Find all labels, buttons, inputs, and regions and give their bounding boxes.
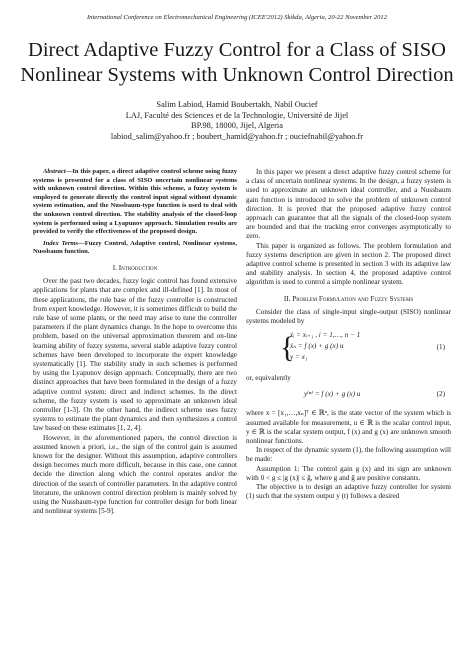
equation-line: ẋₙ = f (x) + g (x) u bbox=[290, 342, 344, 351]
paragraph: However, in the aforementioned papers, the control direction is assumed known a priori, i.e., the sign of the control gain is assumed known for the designer. Without this assumption, adaptive controllers design becomes much more difficult, because in this case, one cannot decide the direction along which the control operates and/or the direction of the search of controller parameters. In the adaptive control literature, the unknown control direction problem is mainly solved by using the Nussbaum-type function for controller design for both linear and nonlinear systems [5-9]. bbox=[33, 433, 237, 516]
abstract bbox=[33, 168, 237, 237]
equation-1 bbox=[246, 331, 451, 369]
author-affiliation: LAJ, Faculté des Sciences et de la Technologie, Université de Jijel bbox=[125, 110, 349, 120]
right-column bbox=[246, 168, 451, 501]
paper-title: Direct Adaptive Fuzzy Control for a Class of SISO Nonlinear Systems with Unknown Control Direction bbox=[20, 39, 454, 86]
paragraph: In this paper we present a direct adaptive fuzzy control scheme for a class of uncertain nonlinear systems. In the design, a fuzzy system is used to approximate an unknown ideal controller, and a Nussbaum gain function is introduced to solve the problem of unknown control direction. It is proved that the proposed adaptive fuzzy control approach can guarantee that all the signals of the closed-loop system are bounded and that the tracking error converges asymptotically to zero. bbox=[246, 168, 451, 241]
left-column bbox=[33, 168, 237, 516]
paragraph: Consider the class of single-input single-output (SISO) nonlinear systems modeled by bbox=[246, 307, 451, 326]
paragraph: Over the past two decades, fuzzy logic control has found extensive applications for plants that are complex and ill-defined [1]. In most of these applications, the rule base of the fuzzy controller is constructed from expert knowledge. However, it is sometimes difficult to build the rule base of some plants, or the need may arise to tune the controller parameters if the plant dynamics change. In the hope to overcome this problem, based on the universal approximation theorem and on-line learning ability of fuzzy systems, several stable adaptive fuzzy control schemes have been developed to incorporate the expert knowledge systematically [1]. The stability study in such schemes is performed by using the Lyapunov design approach. Conceptually, there are two distinct approaches that have been formulated in the design of a fuzzy adaptive control system: direct and indirect schemes. In the direct scheme, the fuzzy system is used to approximate an unknown ideal controller [1-3]. On the other hand, the indirect scheme uses fuzzy systems to estimate the plant dynamics and then synthesizes a control law based on these estimates [1, 2, 4]. bbox=[33, 277, 237, 433]
section-heading-introduction: I. Introduction bbox=[112, 263, 158, 272]
abstract-text: —In this paper, a direct adaptive control scheme using fuzzy systems is presented for a class of SISO uncertain nonlinear systems with unknown control direction. Within this scheme, a fuzzy system is employed to generate directly the control input signal without dynamic system estimation, and the Nussbaum-type function is used to deal with the unknown control direction. The stability analysis of the closed-loop system is performed using a Lyapunov approach. Simulation results are provided to verify the effectiveness of the proposed design. bbox=[33, 168, 237, 236]
paragraph: The objective is to design an adaptive fuzzy controller for system (1) such that the system output y (t) follows a desired bbox=[246, 483, 451, 501]
section-heading-problem-formulation: II. Problem Formulation and Fuzzy Systems bbox=[283, 294, 414, 303]
equation-line: ẋᵢ = xᵢ₊₁ , i = 1,…, n − 1 bbox=[290, 331, 361, 340]
conference-header: International Conference on Electromechanical Engineering (ICEE'2012) Skikda, Algeria, 20-22 November 2012 bbox=[86, 14, 387, 21]
paragraph: or, equivalently bbox=[246, 374, 291, 383]
equation-body bbox=[290, 331, 360, 364]
equation-body: y⁽ⁿ⁾ = f (x) + g (x) u bbox=[304, 390, 361, 399]
equation-line: y = x₁ bbox=[290, 353, 308, 362]
index-terms-text: —Fuzzy Control, Adaptive control, Nonlinear systems, Nussbaum function. bbox=[33, 239, 238, 256]
index-terms-label: Index Terms bbox=[43, 239, 79, 247]
index-terms bbox=[33, 240, 237, 257]
author-emails: labiod_salim@yahoo.fr ; boubert_hamid@yahoo.fr ; ouciefnabil@yahoo.fr bbox=[110, 131, 364, 141]
author-block bbox=[0, 100, 474, 142]
equation-brace: { bbox=[280, 331, 295, 365]
abstract-label: Abstract bbox=[43, 168, 66, 175]
equation-2 bbox=[246, 387, 451, 405]
equation-number: (1) bbox=[436, 343, 445, 352]
equation-number: (2) bbox=[436, 390, 445, 399]
author-names: Salim Labiod, Hamid Boubertakh, Nabil Oucief bbox=[156, 100, 318, 109]
assumption: Assumption 1: The control gain g (x) and its sign are unknown with 0 < g ≤ |g (x)| ≤ ḡ, where g and ḡ are positive constants. bbox=[246, 464, 451, 482]
paragraph: In respect of the dynamic system (1), the following assumption will be made: bbox=[246, 446, 451, 464]
paragraph: This paper is organized as follows. The problem formulation and fuzzy systems description are given in section 2. The proposed direct adaptive control scheme is presented in section 3 with its adaptive law and stability analysis. In section 4, the proposed adaptive control algorithm is used to control a simple nonlinear system. bbox=[246, 241, 451, 287]
paragraph: where x = [x₁,…,xₙ]ᵀ ∈ ℝⁿ, is the state vector of the system which is assumed available for measurement, u ∈ ℝ is the scalar control input, y ∈ ℝ is the scalar system output, f (x) and g (x) are unknown smooth nonlinear functions. bbox=[246, 409, 451, 446]
author-address: BP.98, 18000, Jijel, Algeria bbox=[191, 121, 283, 131]
